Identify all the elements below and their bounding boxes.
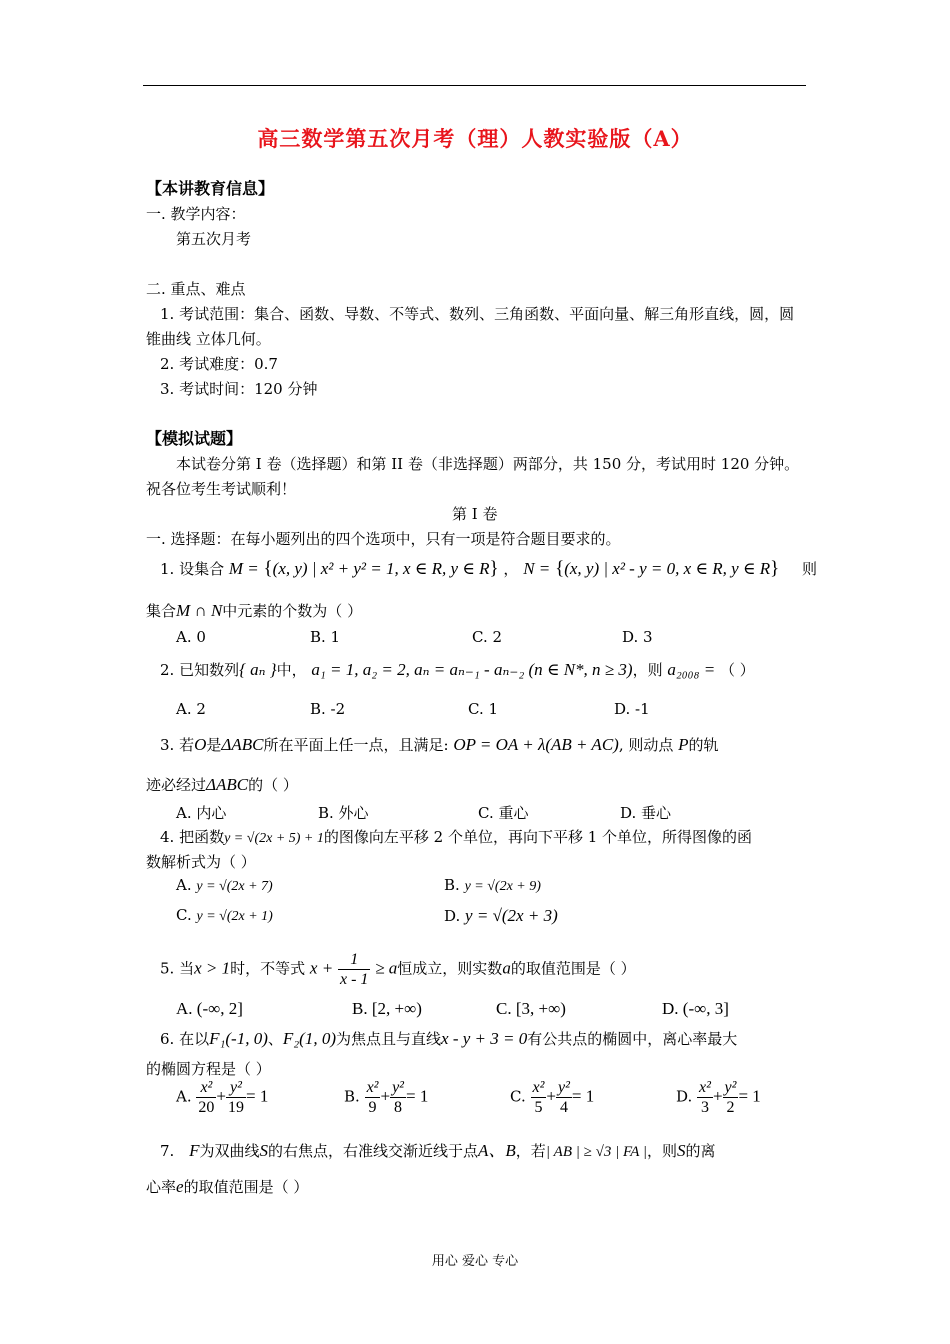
q2-mid: 中， (276, 661, 307, 679)
q6-option-b-eq: = 1 (405, 1086, 429, 1106)
q1-intro: 1. 设集合 (160, 560, 225, 578)
q7-variable-e: e (176, 1177, 184, 1196)
q7-directrix-text: 的右焦点，右准线交渐近线于点 (268, 1142, 479, 1160)
exam-heading: 【模拟试题】 (146, 429, 243, 448)
q7-trail: 的离 (685, 1142, 716, 1160)
q6-option-a-den-y: 19 (227, 1099, 244, 1116)
q4-stem (160, 826, 752, 847)
q1-stem (160, 558, 817, 580)
q6-option-c-plus: + (546, 1086, 556, 1106)
q6-option-a[interactable] (176, 1078, 268, 1117)
q1-set-n-label: N = (523, 559, 551, 578)
q3-option-d[interactable]: D. 垂心 (620, 804, 672, 822)
point-1-line-1: 1. 考试范围：集合、函数、导数、不等式、数列、三角函数、平面向量、解三角形直线，圆，圆 (160, 305, 795, 323)
q2-option-a[interactable]: A. 2 (176, 700, 206, 718)
q5-condition: x > 1 (194, 958, 231, 978)
q1-comma: ， (503, 560, 519, 578)
q4-option-c[interactable] (176, 906, 273, 925)
q1-set-m-label: M = (228, 559, 259, 578)
q6-focus-2: F₂(1, 0) (282, 1029, 337, 1048)
q6-option-a-x-frac (196, 1078, 216, 1117)
q1-brace-close-2: } (770, 558, 780, 579)
q4-option-b-label: B. (444, 876, 460, 894)
q3-point-o: O (194, 735, 207, 754)
section-teaching-content: 第五次月考 (176, 230, 252, 248)
q3-point-p: P (678, 735, 689, 754)
q3-triangle-2: ΔABC (206, 775, 249, 794)
q6-option-d-den-y: 2 (726, 1099, 735, 1116)
q6-line-text: 为焦点且与直线 (336, 1030, 442, 1048)
q6-line-2: 的椭圆方程是（ ） (146, 1060, 271, 1078)
q1-brace-close: } (489, 558, 499, 579)
q3-condition-text: 所在平面上任一点，且满足: (263, 736, 449, 754)
q4-option-d-formula: y = √(2x + 3) (465, 906, 558, 925)
q2-intro: 2. 已知数列 (160, 661, 240, 679)
q6-option-d-den-x: 3 (701, 1099, 709, 1116)
q6-option-a-eq: = 1 (245, 1086, 269, 1106)
q3-line-2-c: 的（ ） (248, 776, 298, 794)
q2-paren: （ ） (720, 661, 755, 679)
q4-option-a-formula: y = √(2x + 7) (196, 879, 273, 894)
q1-option-c[interactable]: C. 2 (472, 628, 503, 646)
q6-option-c-x2: x² (532, 1079, 545, 1096)
q5-inequality-text: 时，不等式 (230, 959, 306, 978)
section-teaching-label: 一. 教学内容： (146, 205, 246, 223)
q4-transform-text: 的图像向左平移 2 个单位，再向下平移 1 个单位，所得图像的函 (323, 828, 753, 846)
q5-always-holds: 恒成立，则实数 (397, 959, 503, 978)
q7-then: ，则 (646, 1142, 677, 1160)
q6-option-b-y2: y² (392, 1079, 404, 1096)
q6-option-b-plus: + (380, 1086, 391, 1106)
q6-option-c-den-x: 5 (534, 1099, 543, 1116)
q5-fraction-denominator: x - 1 (339, 971, 369, 988)
q1-set-word: 集合 (146, 602, 177, 620)
q5-option-b[interactable]: B. [2, +∞) (352, 999, 422, 1018)
q6-stem (160, 1028, 737, 1049)
q1-set-m: (x, y) | x² + y² = 1, x ∈ R, y ∈ R (272, 559, 490, 578)
q5-intro: 5. 当 (160, 959, 195, 978)
q4-option-c-formula: y = √(2x + 1) (196, 909, 273, 924)
q6-option-b-den-x: 9 (368, 1099, 377, 1116)
q2-formula: a₁ = 1, a₂ = 2, aₙ = aₙ₋₁ - aₙ₋₂ (n ∈ N*, n ≥ 3) (311, 660, 633, 679)
q6-option-a-den-x: 20 (198, 1099, 215, 1116)
q6-option-d-y-frac (723, 1078, 739, 1117)
q1-option-d[interactable]: D. 3 (622, 628, 653, 646)
q7-if: ，若 (515, 1142, 546, 1160)
q6-option-a-y-frac (226, 1078, 246, 1117)
q1-set-n: (x, y) | x² - y = 0, x ∈ R, y ∈ R (564, 559, 771, 578)
q7-stem (160, 1136, 716, 1161)
q6-option-b-x2: x² (366, 1079, 379, 1096)
q4-function: y = √(2x + 5) + 1 (224, 831, 324, 846)
q6-option-c-label: C. (510, 1087, 526, 1106)
q3-option-b[interactable]: B. 外心 (318, 804, 369, 822)
q3-stem (160, 734, 719, 755)
q6-line-equation: x - y + 3 = 0 (441, 1029, 528, 1048)
q7-ask: 的取值范围是（ ） (183, 1178, 309, 1196)
q2-stem (160, 659, 755, 680)
section-key-points-label: 二. 重点、难点 (146, 280, 246, 298)
q6-option-a-label: A. (176, 1087, 192, 1106)
header-rule (143, 85, 806, 86)
q5-option-c[interactable]: C. [3, +∞) (496, 999, 566, 1018)
point-3: 3. 考试时间：120 分钟 (160, 380, 318, 398)
q7-condition: | AB | ≥ √3 | FA | (545, 1144, 647, 1160)
q5-stem (160, 950, 636, 989)
q5-ask: 的取值范围是（ ） (510, 959, 636, 978)
q3-is: 是 (206, 736, 222, 754)
q2-option-c[interactable]: C. 1 (468, 700, 499, 718)
q6-option-c[interactable] (510, 1078, 594, 1117)
q7-focus-f: F (189, 1141, 200, 1160)
q7-points-ab: A、B (478, 1141, 516, 1160)
q4-option-c-label: C. (176, 906, 192, 924)
q6-option-d-x-frac (697, 1078, 713, 1117)
q4-option-b-formula: y = √(2x + 9) (464, 879, 541, 894)
q1-option-a[interactable]: A. 0 (176, 628, 206, 646)
q6-separator: 、 (267, 1030, 283, 1048)
q2-then: ，则 (632, 661, 663, 679)
q4-line-2: 数解析式为（ ） (146, 853, 256, 871)
q7-hyperbola-s: S (259, 1141, 268, 1160)
q4-option-d[interactable] (444, 906, 558, 926)
q1-brace-open: { (263, 558, 273, 579)
exam-intro-line-2: 祝各位考生考试顺利！ (146, 480, 297, 498)
q6-option-c-x-frac (531, 1078, 547, 1117)
q6-option-c-den-y: 4 (559, 1099, 568, 1116)
q4-intro: 4. 把函数 (160, 828, 225, 846)
q1-option-b[interactable]: B. 1 (310, 628, 341, 646)
q5-variable-a: a (502, 958, 511, 978)
q5-fraction (338, 950, 370, 989)
q6-option-d-plus: + (712, 1086, 723, 1106)
q5-option-d[interactable]: D. (-∞, 3] (662, 999, 729, 1018)
q1-then: 则 (802, 560, 818, 578)
part-one-heading: 第 I 卷 (452, 505, 498, 523)
q6-option-b-den-y: 8 (394, 1099, 403, 1116)
q3-intro: 3. 若 (160, 736, 195, 754)
q6-option-b-x-frac (365, 1078, 381, 1117)
q7-line-2 (146, 1176, 308, 1197)
q1-brace-open-2: { (555, 558, 565, 579)
info-heading: 【本讲教育信息】 (146, 179, 275, 198)
q5-option-a[interactable]: A. (-∞, 2] (176, 999, 243, 1018)
q7-hyperbola-s-2: S (676, 1141, 686, 1160)
q3-line-2-a: 迹必经过 (146, 776, 207, 794)
q5-fraction-numerator: 1 (338, 950, 370, 970)
q3-formula: OP = OA + λ(AB + AC) (453, 735, 619, 754)
q6-option-d-y2: y² (724, 1079, 737, 1096)
q6-option-a-x2: x² (196, 1078, 216, 1098)
q4-option-a[interactable] (176, 876, 273, 895)
q4-option-a-label: A. (176, 876, 192, 894)
q6-intro: 6. 在以 (160, 1030, 210, 1048)
q6-option-a-plus: + (216, 1086, 226, 1106)
q6-option-c-y-frac (556, 1078, 572, 1117)
q6-option-d-eq: = 1 (738, 1086, 761, 1106)
q3-moving-point-text: , 则动点 (618, 736, 674, 754)
q6-focus-1: F₁(-1, 0) (209, 1029, 268, 1048)
q3-option-c[interactable]: C. 重心 (478, 804, 529, 822)
point-2: 2. 考试难度：0.7 (160, 355, 278, 373)
q6-condition-text: 有公共点的椭圆中，离心率最大 (527, 1030, 738, 1048)
q4-option-b[interactable] (444, 876, 541, 895)
q5-inequality-right: ≥ a (375, 958, 398, 978)
q5-inequality-left: x + (309, 958, 334, 978)
q3-option-a[interactable]: A. 内心 (176, 804, 227, 822)
q6-option-d-x2: x² (699, 1079, 711, 1096)
q2-option-b[interactable]: B. -2 (310, 700, 346, 718)
q6-option-d-label: D. (676, 1087, 693, 1106)
q6-option-a-y2: y² (226, 1078, 246, 1098)
q7-hyperbola-text: 为双曲线 (199, 1142, 260, 1160)
section-choice-heading: 一. 选择题：在每小题列出的四个选项中，只有一项是符合题目要求的。 (146, 530, 621, 548)
q3-trail-end: 的轨 (688, 736, 719, 754)
q1-ask: 中元素的个数为（ ） (222, 602, 363, 620)
q2-option-d[interactable]: D. -1 (614, 700, 650, 718)
exam-intro-line-1: 本试卷分第 I 卷（选择题）和第 II 卷（非选择题）两部分，共 150 分，考试用时 120 分钟。 (176, 455, 800, 473)
q1-intersection: M ∩ N (176, 601, 223, 620)
q6-option-d[interactable] (676, 1078, 761, 1117)
q2-ask-term: a₂₀₀₈ = (667, 660, 716, 679)
q2-sequence: { aₙ } (239, 660, 277, 679)
page-footer: 用心 爱心 专心 (431, 1254, 519, 1269)
page-title: 高三数学第五次月考（理）人教实验版（A） (257, 126, 693, 151)
q6-option-c-y2: y² (558, 1079, 570, 1096)
point-1-line-2: 锥曲线 立体几何。 (146, 330, 271, 348)
q3-triangle: ΔABC (221, 735, 264, 754)
q7-number: 7. (160, 1142, 175, 1160)
q6-option-b[interactable] (344, 1078, 428, 1117)
q4-option-d-label: D. (444, 907, 461, 925)
q6-option-c-eq: = 1 (571, 1086, 595, 1106)
q6-option-b-y-frac (390, 1078, 406, 1117)
q3-line-2 (146, 774, 298, 795)
q1-line-2 (146, 600, 362, 621)
q7-eccentricity-word: 心率 (146, 1178, 177, 1196)
q6-option-b-label: B. (344, 1087, 360, 1106)
